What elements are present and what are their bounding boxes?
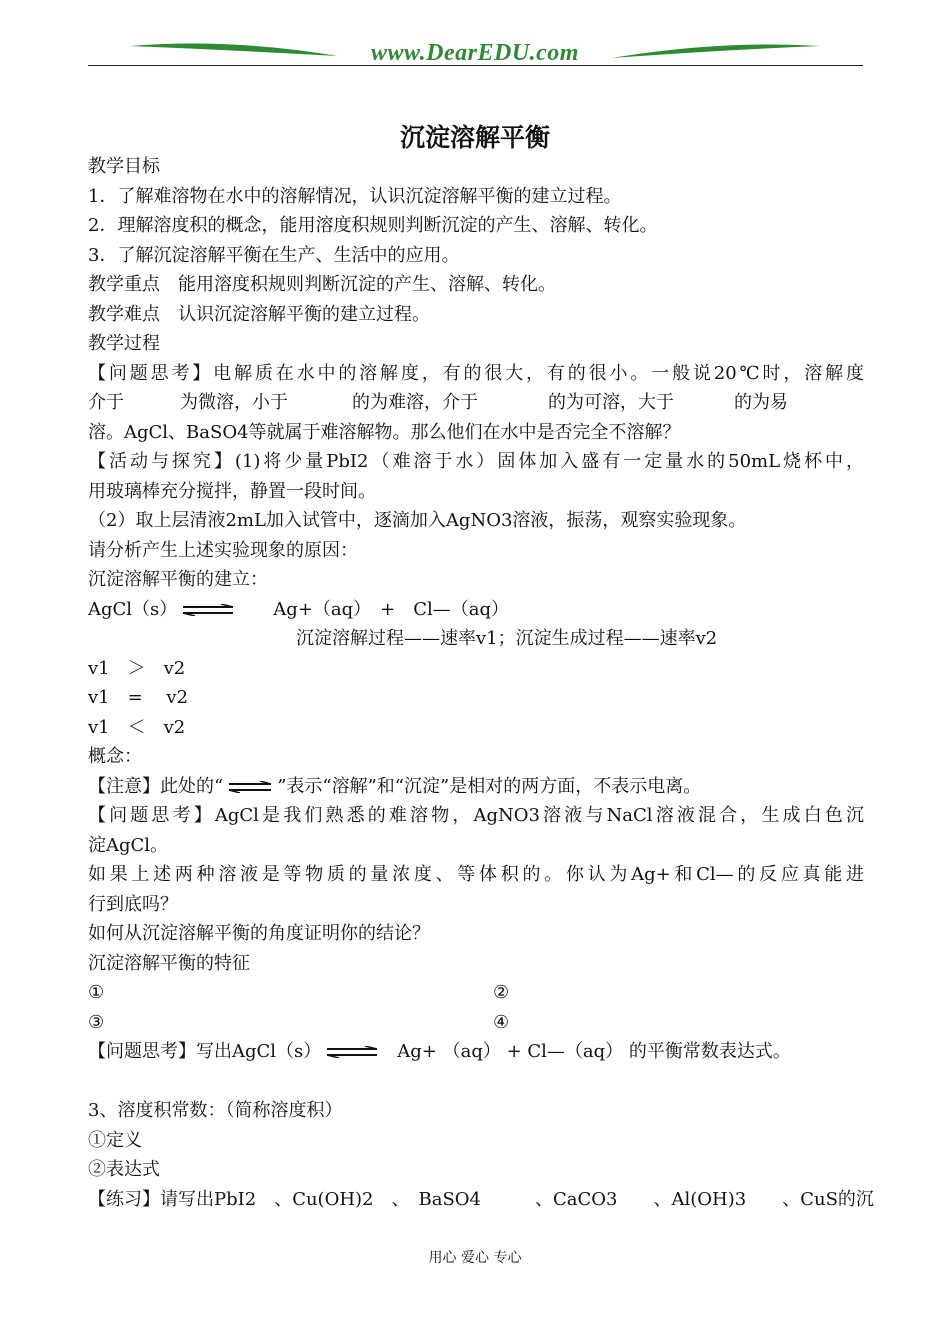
q1-fragment: 介于 bbox=[88, 392, 124, 413]
question-1-line-1: 【问题思考】电解质在水中的溶解度，有的很大，有的很小。一般说20℃时，溶解度 bbox=[88, 362, 864, 384]
question-3-line-2: 行到底吗？ bbox=[88, 893, 178, 915]
goal-item-2: 2．理解溶度积的概念，能用溶度积规则判断沉淀的产生、溶解、转化。 bbox=[88, 215, 658, 236]
site-logo: www.DearEDU.com bbox=[371, 40, 579, 66]
equilibrium-arrow-icon bbox=[181, 604, 235, 616]
q1-fragment: 的为可溶，大于 bbox=[548, 392, 674, 413]
equilibrium-arrow-icon bbox=[227, 781, 273, 793]
equation-left: AgCl（s） bbox=[88, 598, 178, 620]
rate-equal: v1 = v2 bbox=[88, 687, 189, 708]
question-1-line-2 bbox=[88, 388, 864, 418]
goal-item-1: 1．了解难溶物在水中的溶解情况，认识沉淀溶解平衡的建立过程。 bbox=[88, 185, 622, 207]
ksp-expression: ②表达式 bbox=[88, 1159, 160, 1180]
q1-fragment: 为微溶，小于 bbox=[180, 392, 288, 413]
feature-item-1: ① bbox=[88, 982, 105, 1003]
q5-fragment: 【问题思考】写出AgCl（s） bbox=[88, 1041, 322, 1062]
q1-fragment: 的为易 bbox=[734, 392, 788, 413]
question-2-line-2: 淀AgCl。 bbox=[88, 834, 169, 856]
question-3-line-1: 如果上述两种溶液是等物质的量浓度、等体积的。你认为Ag+和Cl—的反应真能进 bbox=[88, 864, 864, 885]
rate-greater: v1 ＞ v2 bbox=[88, 657, 186, 679]
concept-heading: 概念： bbox=[88, 746, 142, 767]
question-4: 如何从沉淀溶解平衡的角度证明你的结论？ bbox=[88, 923, 430, 944]
activity-line-1: 【活动与探究】(1)将少量PbI2（难溶于水）固体加入盛有一定量水的50mL烧杯中， bbox=[88, 451, 864, 472]
process-heading: 教学过程 bbox=[88, 333, 160, 354]
q5-fragment: Ag+ （aq） + Cl—（aq） 的平衡常数表达式。 bbox=[397, 1041, 791, 1062]
note-line bbox=[88, 772, 864, 802]
document-body bbox=[88, 152, 874, 1214]
establish-heading: 沉淀溶解平衡的建立： bbox=[88, 569, 268, 590]
ksp-heading: 3、溶度积常数：（简称溶度积） bbox=[88, 1100, 343, 1121]
feature-item-2: ② bbox=[493, 982, 510, 1003]
feature-row-2 bbox=[88, 1008, 864, 1038]
ksp-definition: ①定义 bbox=[88, 1129, 142, 1151]
difficulty-point: 教学难点 认识沉淀溶解平衡的建立过程。 bbox=[88, 303, 430, 325]
analyze-prompt: 请分析产生上述实验现象的原因： bbox=[88, 539, 358, 561]
page-title: 沉淀溶解平衡 bbox=[399, 123, 550, 152]
key-point: 教学重点 能用溶度积规则判断沉淀的产生、溶解、转化。 bbox=[88, 274, 556, 295]
rates-line: 沉淀溶解过程——速率v1；沉淀生成过程——速率v2 bbox=[296, 628, 718, 649]
goal-heading: 教学目标 bbox=[88, 156, 160, 177]
blank-line bbox=[88, 1067, 864, 1097]
feature-item-4: ④ bbox=[493, 1011, 510, 1033]
feature-row-1 bbox=[88, 978, 864, 1008]
question-1-line-3: 溶。AgCl、BaSO4等就属于难溶解物。那么他们在水中是否完全不溶解？ bbox=[88, 421, 681, 443]
page-header bbox=[0, 0, 950, 80]
rate-less: v1 ＜ v2 bbox=[88, 716, 186, 738]
question-5 bbox=[88, 1037, 864, 1067]
activity-line-2: 用玻璃棒充分搅拌，静置一段时间。 bbox=[88, 480, 376, 502]
note-fragment: 【注意】此处的“ bbox=[88, 775, 224, 797]
equation-right: Ag+（aq） + Cl—（aq） bbox=[273, 598, 510, 620]
feature-heading: 沉淀溶解平衡的特征 bbox=[88, 952, 250, 974]
question-2-line-1: 【问题思考】AgCl是我们熟悉的难溶物，AgNO3溶液与NaCl溶液混合，生成白色沉 bbox=[88, 805, 864, 826]
header-rule bbox=[88, 65, 863, 66]
q1-fragment: 的为难溶，介于 bbox=[352, 392, 478, 413]
equilibrium-arrow-icon bbox=[325, 1046, 379, 1058]
feature-item-3: ③ bbox=[88, 1011, 105, 1033]
page-footer: 用心 爱心 专心 bbox=[428, 1250, 522, 1266]
practice-line: 【练习】请写出PbI2 、Cu(OH)2 、 BaSO4 、CaCO3 、Al(OH)3 、CuS的沉 bbox=[88, 1188, 874, 1210]
activity-line-3: （2）取上层清液2mL加入试管中，逐滴加入AgNO3溶液，振荡，观察实验现象。 bbox=[88, 510, 747, 531]
note-fragment: ”表示“溶解”和“沉淀”是相对的两方面，不表示电离。 bbox=[277, 775, 702, 797]
equilibrium-equation bbox=[88, 595, 864, 625]
goal-item-3: 3．了解沉淀溶解平衡在生产、生活中的应用。 bbox=[88, 244, 460, 266]
